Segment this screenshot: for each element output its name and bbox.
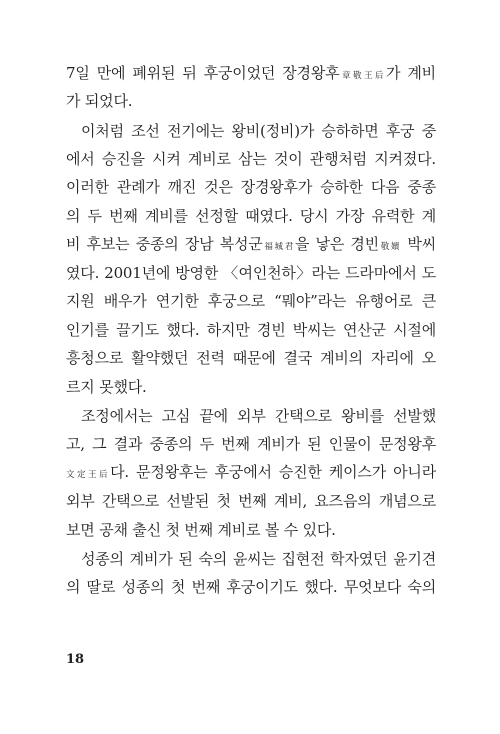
hanja-annotation: 福城君 xyxy=(262,242,295,252)
text-line xyxy=(66,88,132,114)
text-run: 외부 간택으로 선발된 첫 번째 계비, 요즈음의 개념으로 xyxy=(66,492,436,510)
text-run: 의 딸로 성종의 첫 번째 후궁이기도 했다. 무엇보다 숙의 xyxy=(66,578,436,596)
text-run: 고, 그 결과 중종의 두 번째 계비가 된 인물이 문정왕후 xyxy=(66,435,436,453)
text-line xyxy=(81,546,436,572)
hanja-annotation: 章敬王后 xyxy=(339,71,387,81)
text-line xyxy=(66,146,436,172)
text-run: 이러한 관례가 깨진 것은 장경왕후가 승하한 다음 중종 xyxy=(66,178,436,196)
page-number: 18 xyxy=(66,652,85,667)
text-run: 7일 만에 폐위된 뒤 후궁이었던 장경왕후 xyxy=(66,64,340,82)
text-run: 가 되었다. xyxy=(66,92,133,110)
text-line xyxy=(66,374,147,400)
text-run: 였다. 2001년에 방영한 〈여인천하〉라는 드라마에서 도 xyxy=(66,264,436,282)
text-run: 흥청으로 활약했던 전력 때문에 결국 계비의 자리에 오 xyxy=(66,349,436,367)
text-run: 의 두 번째 계비를 선정할 때였다. 당시 가장 유력한 계 xyxy=(66,207,436,225)
text-run: 에서 승진을 시켜 계비로 삼는 것이 관행처럼 지켜졌다. xyxy=(66,150,436,168)
text-line xyxy=(66,203,436,229)
text-line xyxy=(81,118,436,144)
text-run: 성종의 계비가 된 숙의 윤씨는 집현전 학자였던 윤기견 xyxy=(81,550,436,568)
text-line xyxy=(66,431,436,457)
text-line xyxy=(66,488,436,514)
hanja-annotation: 敬嬪 xyxy=(378,242,402,252)
text-run: 박씨 xyxy=(401,235,436,253)
text-line xyxy=(66,459,436,485)
text-line xyxy=(66,260,436,286)
text-run: 가 계비 xyxy=(386,64,436,82)
text-line xyxy=(66,517,336,543)
text-run: 다. 문정왕후는 후궁에서 승진한 케이스가 아니라 xyxy=(110,463,436,481)
text-run: 지원 배우가 연기한 후궁으로 “뭬야”라는 유행어로 큰 xyxy=(66,292,436,310)
text-run: 비 후보는 중종의 장남 복성군 xyxy=(66,235,263,253)
text-line xyxy=(66,574,436,600)
text-line xyxy=(66,288,436,314)
text-line xyxy=(66,174,436,200)
text-line xyxy=(66,317,436,343)
text-run: 조정에서는 고심 끝에 외부 간택으로 왕비를 선발했 xyxy=(81,407,436,425)
text-line xyxy=(66,345,436,371)
text-line xyxy=(66,231,436,257)
text-line xyxy=(66,60,436,86)
hanja-annotation: 文定王后 xyxy=(66,470,111,480)
text-run: 르지 못했다. xyxy=(66,378,147,396)
text-run: 보면 공채 출신 첫 번째 계비로 볼 수 있다. xyxy=(66,521,336,539)
text-line xyxy=(81,403,436,429)
text-run: 을 낳은 경빈 xyxy=(294,235,379,253)
text-run: 이처럼 조선 전기에는 왕비(정비)가 승하하면 후궁 중 xyxy=(81,122,436,140)
text-run: 인기를 끌기도 했다. 하지만 경빈 박씨는 연산군 시절에 xyxy=(66,321,436,339)
